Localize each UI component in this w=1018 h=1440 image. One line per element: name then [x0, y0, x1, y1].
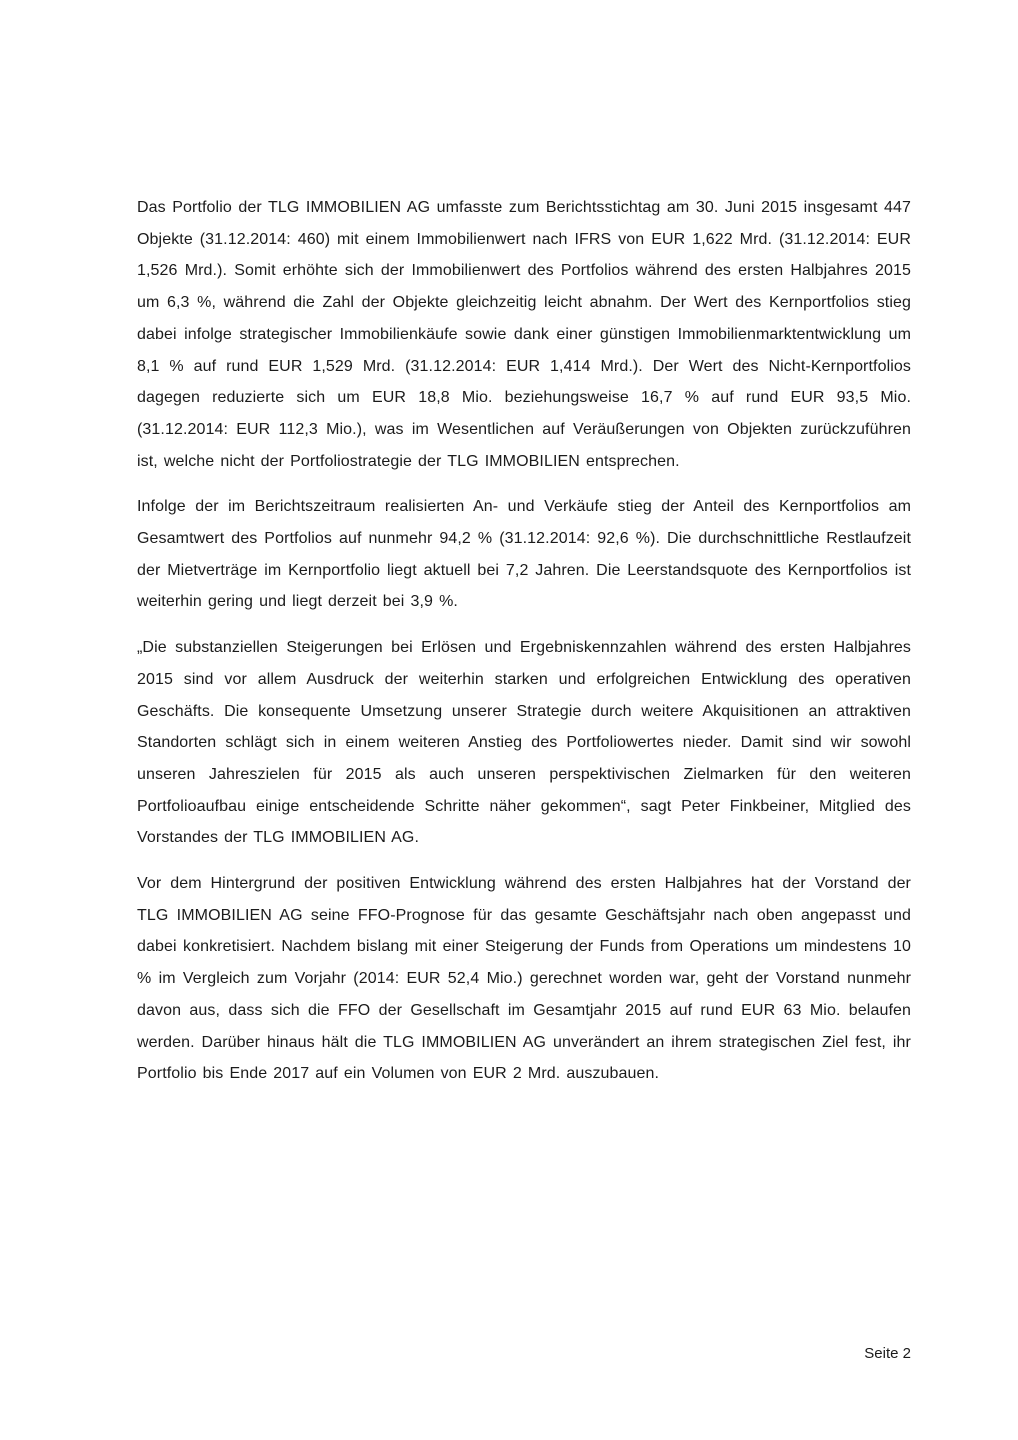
paragraph-finkbeiner-quote: „Die substanziellen Steigerungen bei Erlösen und Ergebniskennzahlen während des ersten Halbjahres 2015 sind vor allem Ausdruck der weiterhin starken und erfolgreichen Entwicklung des operativen Geschäfts. Die konsequente Umsetzung unserer Strategie durch weitere Akquisitionen an attraktiven Standorten schlägt sich in einem weiteren Anstieg des Portfoliowertes nieder. Damit sind wir sowohl unseren Jahreszielen für 2015 als auch unseren perspektivischen Zielmarken für den weiteren Portfolioaufbau einige entscheidende Schritte näher gekommen“, sagt Peter Finkbeiner, Mitglied des Vorstandes der TLG IMMOBILIEN AG. [137, 639, 911, 847]
paragraph-ffo-prognose: Vor dem Hintergrund der positiven Entwicklung während des ersten Halbjahres hat der Vorstand der TLG IMMOBILIEN AG seine FFO-Prognose für das gesamte Geschäftsjahr nach oben angepasst und dabei konkretisiert. Nachdem bislang mit einer Steigerung der Funds from Operations um mindestens 10 % im Vergleich zum Vorjahr (2014: EUR 52,4 Mio.) gerechnet worden war, geht der Vorstand nunmehr davon aus, dass sich die FFO der Gesellschaft im Gesamtjahr 2015 auf rund EUR 63 Mio. belaufen werden. Darüber hinaus hält die TLG IMMOBILIEN AG unverändert an ihrem strategischen Ziel fest, ihr Portfolio bis Ende 2017 auf ein Volumen von EUR 2 Mrd. auszubauen. [137, 875, 911, 1083]
paragraph-kernportfolio-share: Infolge der im Berichtszeitraum realisierten An- und Verkäufe stieg der Anteil des Kernportfolios am Gesamtwert des Portfolios auf nunmehr 94,2 % (31.12.2014: 92,6 %). Die durchschnittliche Restlaufzeit der Mietverträge im Kernportfolio liegt aktuell bei 7,2 Jahren. Die Leerstandsquote des Kernportfolios ist weiterhin gering und liegt derzeit bei 3,9 %. [137, 498, 911, 611]
page-number: Seite 2 [864, 1345, 911, 1362]
paragraph-portfolio-overview: Das Portfolio der TLG IMMOBILIEN AG umfasste zum Berichtsstichtag am 30. Juni 2015 insgesamt 447 Objekte (31.12.2014: 460) mit einem Immobilienwert nach IFRS von EUR 1,622 Mrd. (31.12.2014: EUR 1,526 Mrd.). Somit erhöhte sich der Immobilienwert des Portfolios während des ersten Halbjahres 2015 um 6,3 %, während die Zahl der Objekte gleichzeitig leicht abnahm. Der Wert des Kernportfolios stieg dabei infolge strategischer Immobilienkäufe sowie dank einer günstigen Immobilienmarktentwicklung um 8,1 % auf rund EUR 1,529 Mrd. (31.12.2014: EUR 1,414 Mrd.). Der Wert des Nicht-Kernportfolios dagegen reduzierte sich um EUR 18,8 Mio. beziehungsweise 16,7 % auf rund EUR 93,5 Mio. (31.12.2014: EUR 112,3 Mio.), was im Wesentlichen auf Veräußerungen von Objekten zurückzuführen ist, welche nicht der Portfoliostrategie der TLG IMMOBILIEN entsprechen. [137, 199, 911, 470]
page-body [137, 192, 911, 1104]
